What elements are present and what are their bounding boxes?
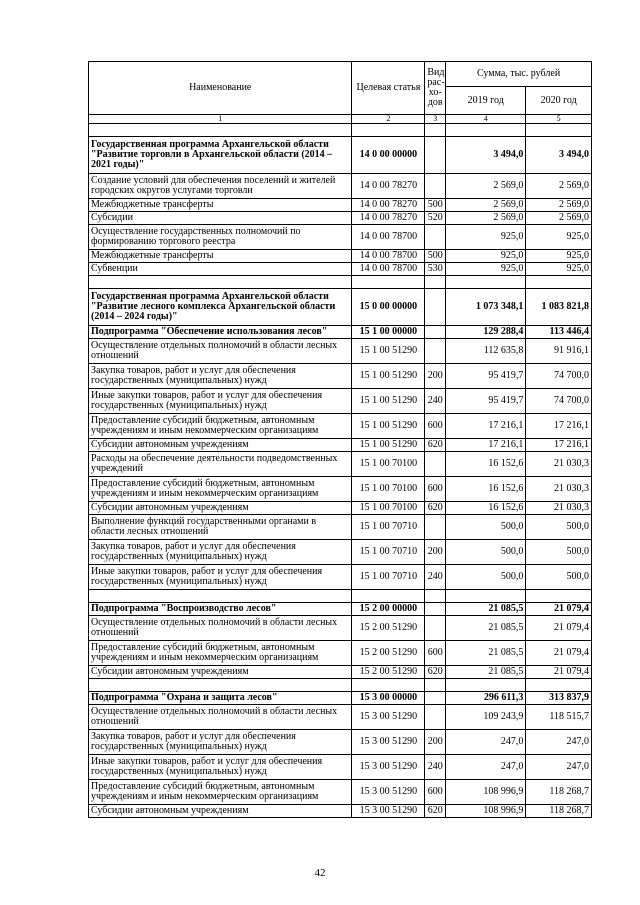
table-row: [89, 339, 592, 364]
table-row: [89, 414, 592, 439]
row-target-item: 14 0 00 78270: [352, 212, 425, 225]
row-expense-type: 600: [425, 641, 446, 666]
row-target-item: 15 1 00 70100: [352, 477, 425, 502]
row-expense-type: [425, 174, 446, 199]
row-amount-2019: 129 288,4: [446, 326, 526, 339]
spacer-row: [89, 590, 592, 603]
row-name: Осуществление отдельных полномочий в области лесных отношений: [89, 339, 352, 364]
row-target-item: 15 3 00 51290: [352, 755, 425, 780]
program-row: [89, 137, 592, 174]
spacer-cell: [425, 590, 446, 603]
header-name: Наименование: [89, 62, 352, 115]
table-row: [89, 389, 592, 414]
row-target-item: 15 1 00 51290: [352, 414, 425, 439]
row-target-item: 14 0 00 78270: [352, 199, 425, 212]
row-expense-type: 200: [425, 364, 446, 389]
row-name: Государственная программа Архангельской области "Развитие лесного комплекса Архангельской области (2014 – 2024 годы)": [89, 289, 352, 326]
row-amount-2019: 247,0: [446, 755, 526, 780]
row-expense-type: 600: [425, 780, 446, 805]
row-name: Предоставление субсидий бюджетным, автономным учреждениям и иным некоммерческим организациям: [89, 414, 352, 439]
row-expense-type: 620: [425, 439, 446, 452]
row-expense-type: [425, 452, 446, 477]
row-amount-2019: 925,0: [446, 250, 526, 263]
row-amount-2019: 17 216,1: [446, 439, 526, 452]
table-body: [89, 124, 592, 818]
table-row: [89, 641, 592, 666]
row-name: Выполнение функций государственными органами в области лесных отношений: [89, 515, 352, 540]
table-row: [89, 439, 592, 452]
row-name: Осуществление отдельных полномочий в области лесных отношений: [89, 705, 352, 730]
row-amount-2020: 925,0: [526, 250, 592, 263]
row-name: Субсидии автономным учреждениям: [89, 439, 352, 452]
row-target-item: 15 3 00 00000: [352, 692, 425, 705]
row-amount-2019: 925,0: [446, 225, 526, 250]
row-amount-2019: 108 996,9: [446, 805, 526, 818]
row-name: Осуществление государственных полномочий по формированию торгового реестра: [89, 225, 352, 250]
budget-table: [88, 61, 592, 818]
spacer-row: [89, 679, 592, 692]
spacer-cell: [352, 590, 425, 603]
header-expense-type-line: рас-: [427, 77, 445, 88]
row-name: Подпрограмма "Воспроизводство лесов": [89, 603, 352, 616]
spacer-cell: [526, 679, 592, 692]
row-amount-2020: 21 079,4: [526, 603, 592, 616]
row-name: Межбюджетные трансферты: [89, 199, 352, 212]
row-amount-2020: 21 030,3: [526, 477, 592, 502]
row-name: Расходы на обеспечение деятельности подведомственных учреждений: [89, 452, 352, 477]
spacer-cell: [446, 679, 526, 692]
spacer-cell: [526, 590, 592, 603]
row-amount-2020: 21 030,3: [526, 452, 592, 477]
row-amount-2019: 16 152,6: [446, 477, 526, 502]
table-row: [89, 540, 592, 565]
header-year-2019: 2019 год: [446, 87, 526, 115]
row-target-item: 15 1 00 70710: [352, 540, 425, 565]
row-amount-2020: 500,0: [526, 565, 592, 590]
row-expense-type: 620: [425, 805, 446, 818]
row-target-item: 14 0 00 78700: [352, 250, 425, 263]
column-number: 3: [425, 115, 446, 124]
row-target-item: 15 1 00 51290: [352, 339, 425, 364]
row-name: Предоставление субсидий бюджетным, автономным учреждениям и иным некоммерческим организациям: [89, 477, 352, 502]
row-name: Закупка товаров, работ и услуг для обеспечения государственных (муниципальных) нужд: [89, 364, 352, 389]
row-amount-2020: 74 700,0: [526, 364, 592, 389]
spacer-cell: [89, 679, 352, 692]
row-target-item: 15 2 00 51290: [352, 616, 425, 641]
row-amount-2019: 3 494,0: [446, 137, 526, 174]
row-name: Закупка товаров, работ и услуг для обеспечения государственных (муниципальных) нужд: [89, 540, 352, 565]
program-row: [89, 692, 592, 705]
header-target-item: Целевая статья: [352, 62, 425, 115]
row-name: Межбюджетные трансферты: [89, 250, 352, 263]
row-target-item: 15 3 00 51290: [352, 805, 425, 818]
row-target-item: 15 1 00 51290: [352, 389, 425, 414]
row-target-item: 15 1 00 00000: [352, 326, 425, 339]
table-row: [89, 212, 592, 225]
row-amount-2020: 21 030,3: [526, 502, 592, 515]
row-amount-2019: 925,0: [446, 263, 526, 276]
spacer-cell: [425, 679, 446, 692]
row-name: Предоставление субсидий бюджетным, автономным учреждениям и иным некоммерческим организациям: [89, 641, 352, 666]
row-amount-2019: 108 996,9: [446, 780, 526, 805]
row-amount-2020: 2 569,0: [526, 212, 592, 225]
row-expense-type: [425, 225, 446, 250]
row-amount-2020: 500,0: [526, 515, 592, 540]
row-expense-type: 520: [425, 212, 446, 225]
program-row: [89, 326, 592, 339]
row-amount-2020: 925,0: [526, 263, 592, 276]
row-target-item: 14 0 00 78270: [352, 174, 425, 199]
row-target-item: 15 2 00 51290: [352, 666, 425, 679]
table-row: [89, 805, 592, 818]
row-name: Иные закупки товаров, работ и услуг для обеспечения государственных (муниципальных) нужд: [89, 755, 352, 780]
header-expense-type: [425, 62, 446, 115]
row-amount-2020: 925,0: [526, 225, 592, 250]
row-expense-type: 240: [425, 565, 446, 590]
row-expense-type: 500: [425, 199, 446, 212]
row-target-item: 15 1 00 51290: [352, 364, 425, 389]
column-number: 2: [352, 115, 425, 124]
row-target-item: 14 0 00 78700: [352, 263, 425, 276]
row-expense-type: 240: [425, 389, 446, 414]
row-expense-type: 530: [425, 263, 446, 276]
column-number: 1: [89, 115, 352, 124]
row-target-item: 15 1 00 70710: [352, 565, 425, 590]
spacer-cell: [89, 276, 352, 289]
row-name: Субсидии автономным учреждениям: [89, 502, 352, 515]
spacer-cell: [425, 124, 446, 137]
table-row: [89, 225, 592, 250]
row-amount-2020: 500,0: [526, 540, 592, 565]
table-row: [89, 364, 592, 389]
table-header: [89, 62, 592, 124]
row-target-item: 14 0 00 78700: [352, 225, 425, 250]
row-name: Подпрограмма "Обеспечение использования лесов": [89, 326, 352, 339]
row-name: Подпрограмма "Охрана и защита лесов": [89, 692, 352, 705]
header-expense-type-line: Вид: [427, 67, 445, 78]
row-expense-type: 620: [425, 666, 446, 679]
row-amount-2019: 109 243,9: [446, 705, 526, 730]
row-expense-type: [425, 603, 446, 616]
column-number-row: [89, 115, 592, 124]
row-amount-2020: 113 446,4: [526, 326, 592, 339]
row-amount-2020: 74 700,0: [526, 389, 592, 414]
row-target-item: 15 2 00 51290: [352, 641, 425, 666]
spacer-cell: [446, 590, 526, 603]
row-expense-type: [425, 692, 446, 705]
row-amount-2019: 16 152,6: [446, 452, 526, 477]
spacer-row: [89, 276, 592, 289]
row-expense-type: 500: [425, 250, 446, 263]
table-row: [89, 780, 592, 805]
row-amount-2020: 17 216,1: [526, 439, 592, 452]
column-number: 5: [526, 115, 592, 124]
spacer-cell: [425, 276, 446, 289]
row-amount-2020: 21 079,4: [526, 641, 592, 666]
row-amount-2019: 2 569,0: [446, 212, 526, 225]
spacer-cell: [89, 124, 352, 137]
row-amount-2019: 112 635,8: [446, 339, 526, 364]
spacer-cell: [352, 124, 425, 137]
row-amount-2019: 1 073 348,1: [446, 289, 526, 326]
row-name: Иные закупки товаров, работ и услуг для обеспечения государственных (муниципальных) нужд: [89, 565, 352, 590]
row-amount-2020: 118 515,7: [526, 705, 592, 730]
header-expense-type-line: хо-: [428, 87, 442, 98]
row-amount-2019: 500,0: [446, 540, 526, 565]
row-amount-2019: 21 085,5: [446, 666, 526, 679]
row-target-item: 15 2 00 00000: [352, 603, 425, 616]
row-name: Закупка товаров, работ и услуг для обеспечения государственных (муниципальных) нужд: [89, 730, 352, 755]
table-row: [89, 616, 592, 641]
row-amount-2019: 296 611,3: [446, 692, 526, 705]
table-row: [89, 515, 592, 540]
header-sum: Сумма, тыс. рублей: [446, 62, 592, 87]
header-year-2020: 2020 год: [526, 87, 592, 115]
table-row: [89, 730, 592, 755]
row-amount-2020: 21 079,4: [526, 616, 592, 641]
row-amount-2019: 2 569,0: [446, 174, 526, 199]
row-amount-2019: 16 152,6: [446, 502, 526, 515]
row-name: Субсидии: [89, 212, 352, 225]
row-expense-type: 200: [425, 540, 446, 565]
spacer-cell: [526, 276, 592, 289]
row-amount-2020: 21 079,4: [526, 666, 592, 679]
table-row: [89, 263, 592, 276]
table-row: [89, 565, 592, 590]
spacer-cell: [446, 276, 526, 289]
spacer-cell: [89, 590, 352, 603]
table-row: [89, 250, 592, 263]
row-amount-2019: 247,0: [446, 730, 526, 755]
page-number: 42: [314, 867, 326, 879]
row-name: Субсидии автономным учреждениям: [89, 666, 352, 679]
spacer-cell: [446, 124, 526, 137]
row-target-item: 15 0 00 00000: [352, 289, 425, 326]
row-expense-type: [425, 705, 446, 730]
row-expense-type: [425, 326, 446, 339]
row-amount-2019: 21 085,5: [446, 603, 526, 616]
row-expense-type: [425, 289, 446, 326]
row-target-item: 15 3 00 51290: [352, 705, 425, 730]
row-amount-2020: 17 216,1: [526, 414, 592, 439]
row-amount-2020: 313 837,9: [526, 692, 592, 705]
table-row: [89, 705, 592, 730]
row-expense-type: [425, 339, 446, 364]
row-name: Иные закупки товаров, работ и услуг для обеспечения государственных (муниципальных) нужд: [89, 389, 352, 414]
row-amount-2020: 91 916,1: [526, 339, 592, 364]
row-name: Государственная программа Архангельской области "Развитие торговли в Архангельской области (2014 – 2021 годы)": [89, 137, 352, 174]
spacer-cell: [352, 679, 425, 692]
table-row: [89, 199, 592, 212]
row-amount-2020: 3 494,0: [526, 137, 592, 174]
row-amount-2019: 95 419,7: [446, 389, 526, 414]
row-name: Субсидии автономным учреждениям: [89, 805, 352, 818]
table-row: [89, 452, 592, 477]
row-target-item: 15 1 00 70710: [352, 515, 425, 540]
table-row: [89, 755, 592, 780]
row-amount-2019: 21 085,5: [446, 641, 526, 666]
row-name: Создание условий для обеспечения поселений и жителей городских округов услугами торговли: [89, 174, 352, 199]
row-target-item: 15 1 00 51290: [352, 439, 425, 452]
row-target-item: 15 1 00 70100: [352, 502, 425, 515]
row-target-item: 15 3 00 51290: [352, 780, 425, 805]
row-expense-type: 600: [425, 477, 446, 502]
row-amount-2020: 247,0: [526, 730, 592, 755]
row-expense-type: 600: [425, 414, 446, 439]
row-amount-2019: 21 085,5: [446, 616, 526, 641]
row-amount-2020: 118 268,7: [526, 805, 592, 818]
table-row: [89, 666, 592, 679]
spacer-row: [89, 124, 592, 137]
row-amount-2019: 500,0: [446, 565, 526, 590]
row-name: Предоставление субсидий бюджетным, автономным учреждениям и иным некоммерческим организациям: [89, 780, 352, 805]
row-expense-type: 200: [425, 730, 446, 755]
row-expense-type: [425, 616, 446, 641]
header-expense-type-line: дов: [427, 97, 443, 108]
row-amount-2020: 118 268,7: [526, 780, 592, 805]
program-row: [89, 289, 592, 326]
row-amount-2019: 95 419,7: [446, 364, 526, 389]
row-amount-2019: 500,0: [446, 515, 526, 540]
row-expense-type: 240: [425, 755, 446, 780]
row-amount-2019: 2 569,0: [446, 199, 526, 212]
row-amount-2020: 247,0: [526, 755, 592, 780]
table-row: [89, 174, 592, 199]
spacer-cell: [526, 124, 592, 137]
column-number: 4: [446, 115, 526, 124]
row-target-item: 14 0 00 00000: [352, 137, 425, 174]
row-target-item: 15 3 00 51290: [352, 730, 425, 755]
table-row: [89, 477, 592, 502]
row-amount-2020: 2 569,0: [526, 199, 592, 212]
row-expense-type: [425, 137, 446, 174]
row-amount-2020: 1 083 821,8: [526, 289, 592, 326]
row-name: Субвенции: [89, 263, 352, 276]
row-amount-2020: 2 569,0: [526, 174, 592, 199]
row-target-item: 15 1 00 70100: [352, 452, 425, 477]
row-expense-type: 620: [425, 502, 446, 515]
table-row: [89, 502, 592, 515]
row-amount-2019: 17 216,1: [446, 414, 526, 439]
spacer-cell: [352, 276, 425, 289]
program-row: [89, 603, 592, 616]
row-name: Осуществление отдельных полномочий в области лесных отношений: [89, 616, 352, 641]
row-expense-type: [425, 515, 446, 540]
